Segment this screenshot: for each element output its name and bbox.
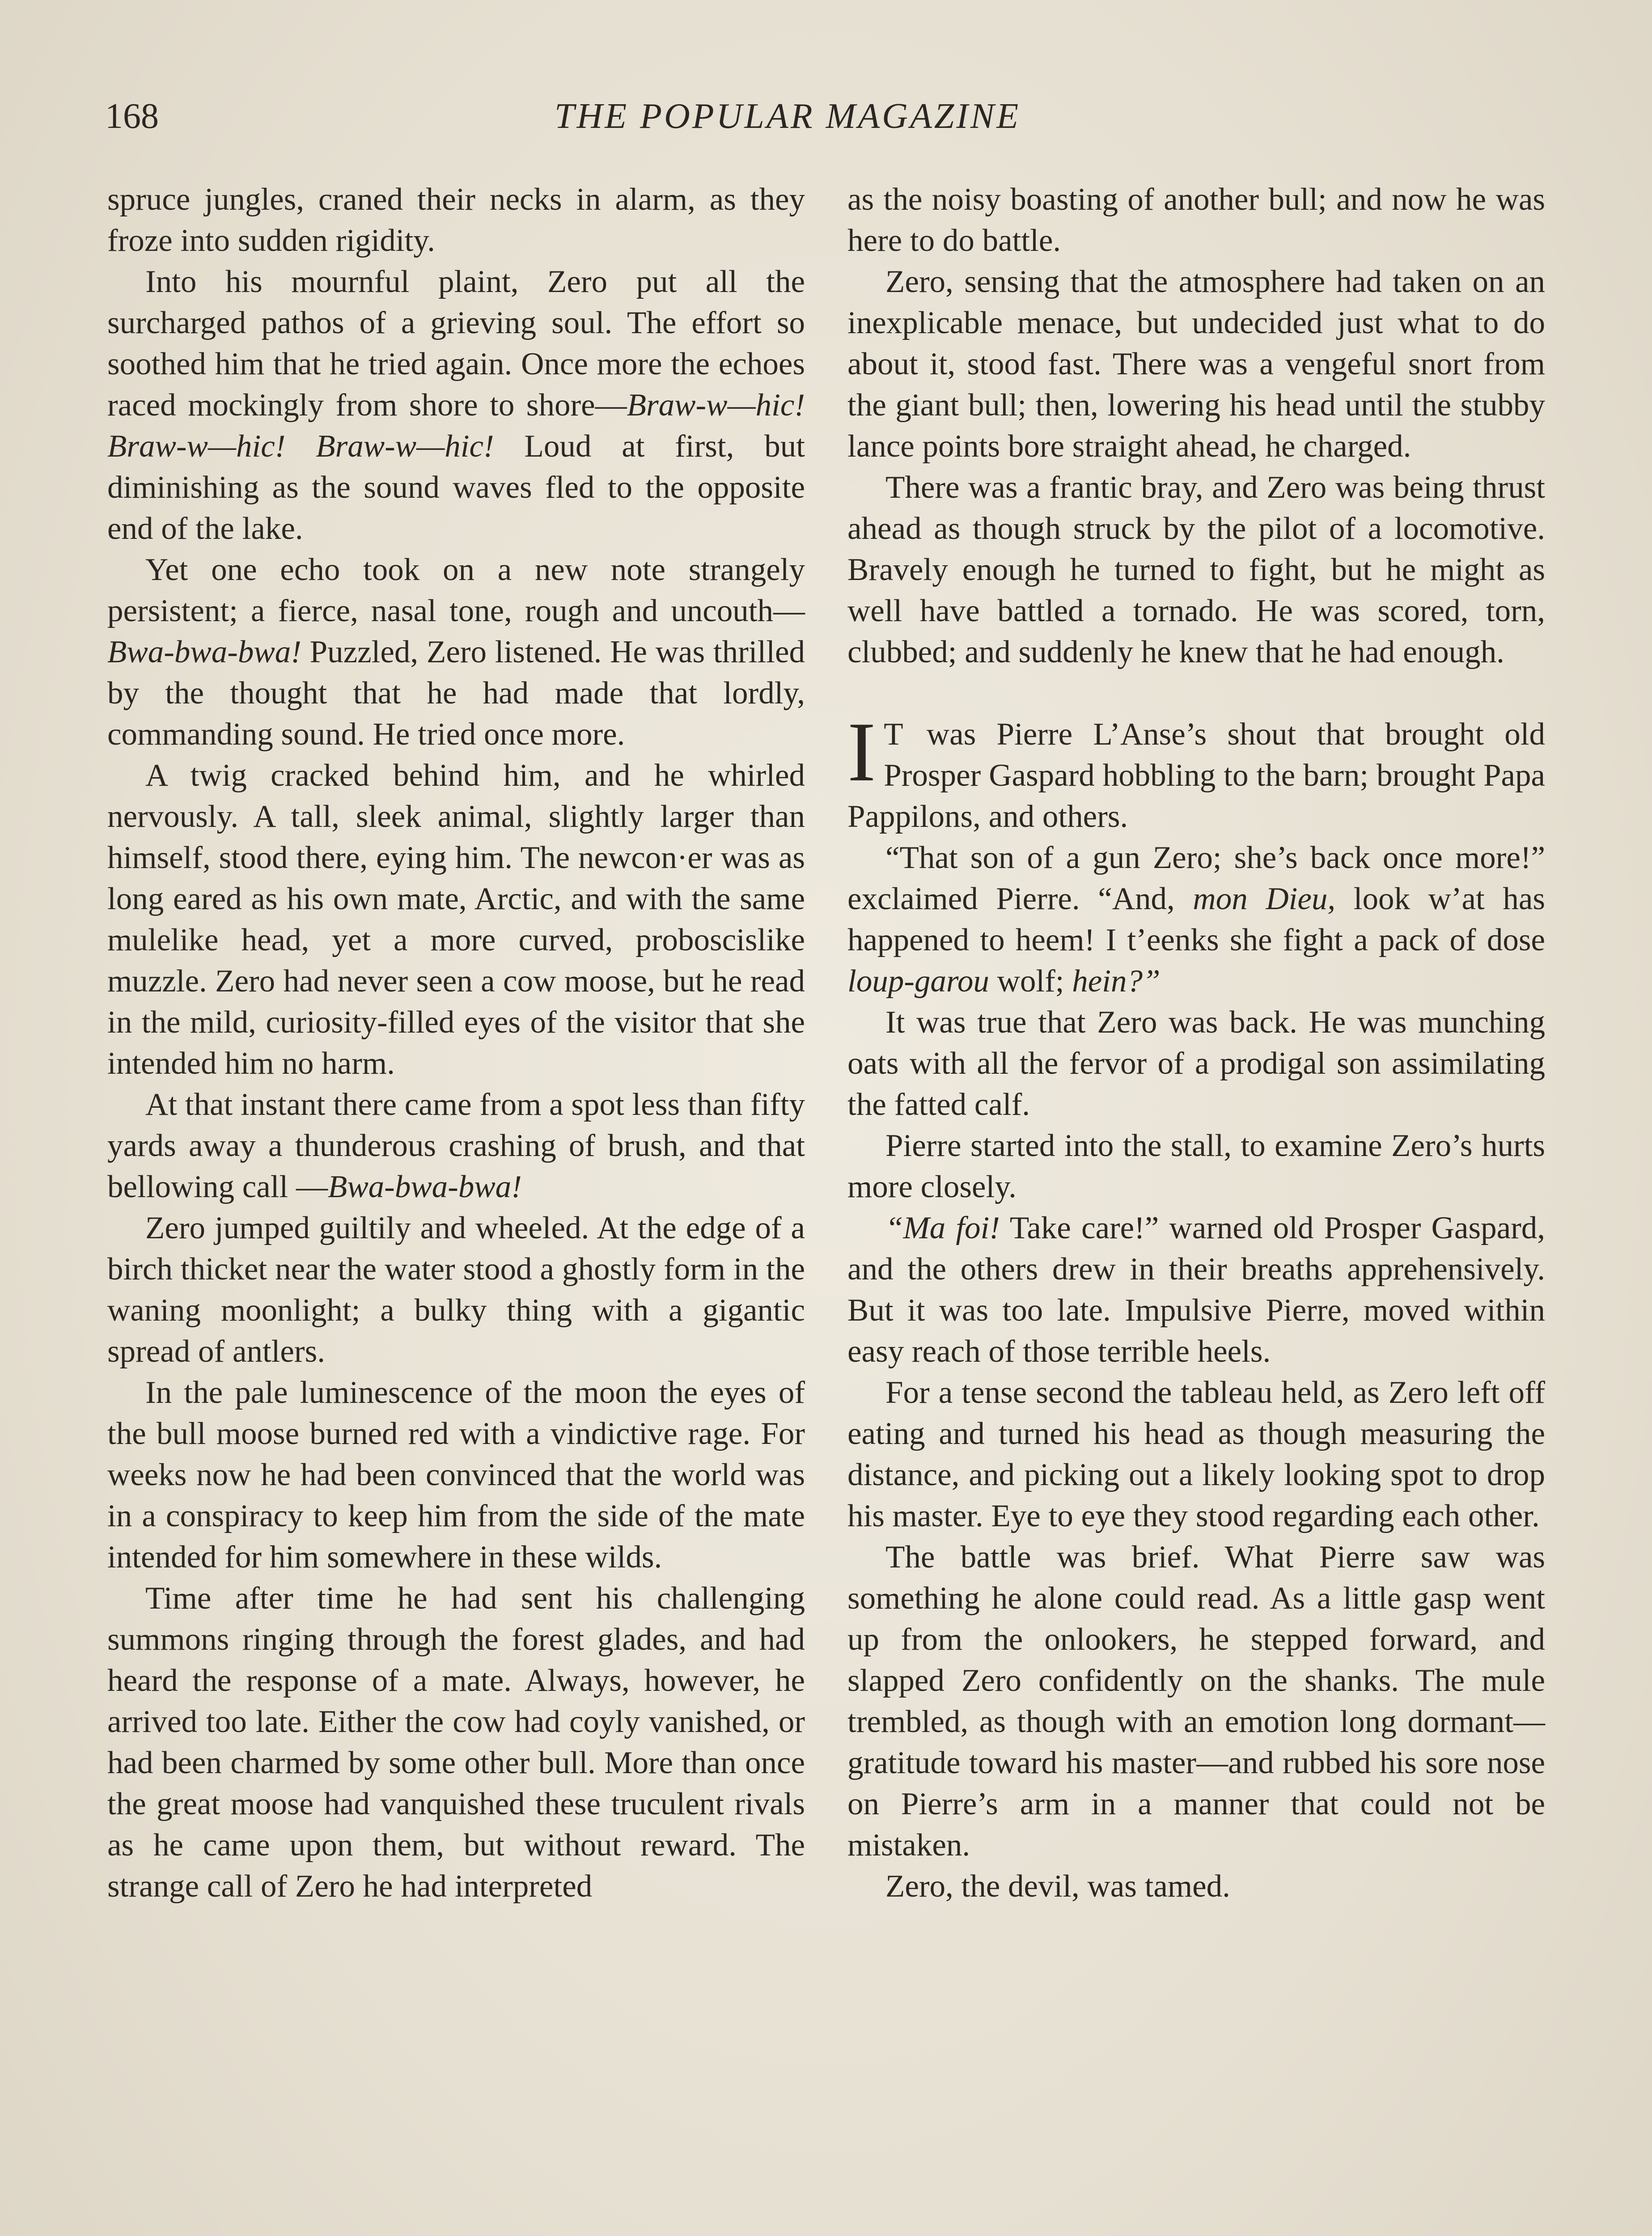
paragraph: There was a frantic bray, and Zero was being thrust ahead as though struck by the pilot of a locomotive. Bravely enough he turned to fight, but he might as well have battled a tornado. He was scored, torn, clubbed; and suddenly he knew that he had enough. bbox=[847, 470, 1545, 669]
page-number: 168 bbox=[105, 97, 159, 136]
paragraph: Time after time he had sent his challenging summons ringing through the forest glades, and had heard the response of a mate. Always, however, he arrived too late. Either the cow had coyly vanished, or had been charmed by some other bull. More than once the great moose had vanquished these truculent rivals as he came upon them, but without reward. The strange call of Zero he had interpreted bbox=[107, 1581, 805, 1904]
right-column bbox=[847, 179, 1545, 1907]
call-text: Bwa-bwa-bwa! bbox=[327, 1169, 522, 1204]
paragraph: Zero, the devil, was tamed. bbox=[885, 1869, 1230, 1904]
paragraph: In the pale luminescence of the moon the eyes of the bull moose burned red with a vindictive rage. For weeks now he had been convinced that the world was in a conspiracy to keep him from the side of the mate intended for him somewhere in these wilds. bbox=[107, 1375, 805, 1575]
call-text: Bwa-bwa-bwa! bbox=[107, 635, 301, 669]
paragraph: The battle was brief. What Pierre saw was something he alone could read. As a little gasp went up from the onlookers, he stepped forward, and slapped Zero confidently on the shanks. The mule trembled, as though with an emotion long dormant—gratitude toward his master—and rubbed his sore nose on Pierre’s arm in a manner that could not be mistaken. bbox=[847, 1540, 1545, 1863]
paragraph: For a tense second the tableau held, as Zero left off eating and turned his head as though measuring the distance, and picking out a likely looking spot to drop his master. Eye to eye they stood regarding each other. bbox=[847, 1375, 1545, 1533]
paragraph: Pierre started into the stall, to examine Zero’s hurts more closely. bbox=[847, 1128, 1545, 1204]
paragraph: “Ma foi! Take care!” warned old Prosper Gaspard, and the others drew in their breaths apprehensively. But it was too late. Impulsive Pierre, moved within easy reach of those terrible heels. bbox=[847, 1211, 1545, 1369]
paragraph: “That son of a gun Zero; she’s back once more!” exclaimed Pierre. “And, mon Dieu, look w’at has happened to heem! I t’eenks she fight a pack of dose loup-garou wolf; hein?” bbox=[847, 840, 1545, 999]
left-column bbox=[107, 179, 805, 1907]
paragraph: Zero jumped guiltily and wheeled. At the edge of a birch thicket near the water stood a ghostly form in the waning moonlight; a bulky thing with a gigantic spread of antlers. bbox=[107, 1211, 805, 1369]
paragraph: spruce jungles, craned their necks in alarm, as they froze into sudden rigidity. bbox=[107, 182, 805, 258]
paragraph: A twig cracked behind him, and he whirled nervously. A tall, sleek animal, slightly larger than himself, stood there, eying him. The newcon·er was as long eared as his own mate, Arctic, and with the same mulelike head, yet a more curved, proboscislike muzzle. Zero had never seen a cow moose, but he read in the mild, curiosity-filled eyes of the visitor that she intended him no harm. bbox=[107, 758, 805, 1081]
paragraph: Yet one echo took on a new note strangely persistent; a fierce, nasal tone, rough and uncouth—Bwa-bwa-bwa! Puzzled, Zero listened. He was thrilled by the thought that he had made that lordly, commanding sound. He tried once more. bbox=[107, 552, 805, 752]
section-opening-paragraph: I T was Pierre L’Anse’s shout that brought old Prosper Gaspard hobbling to the barn; brought Papa Pappilons, and others. bbox=[847, 705, 1545, 834]
paragraph: Zero, sensing that the atmosphere had taken on an inexplicable menace, but undecided just what to do about it, stood fast. There was a vengeful snort from the giant bull; then, lowering his head until the stubby lance points bore straight ahead, he charged. bbox=[847, 264, 1545, 464]
paragraph: At that instant there came from a spot less than fifty yards away a thunderous crashing of brush, and that bellowing call —Bwa-bwa-bwa! bbox=[107, 1087, 805, 1204]
drop-cap: I bbox=[847, 705, 876, 799]
paragraph: Into his mournful plaint, Zero put all the surcharged pathos of a grieving soul. The effort so soothed him that he tried again. Once more the echoes raced mockingly from shore to shore—Braw-w—hic! Braw-w—hic! Braw-w—hic! Loud at first, but diminishing as the sound waves fled to the opposite end of the lake. bbox=[107, 264, 805, 546]
paragraph: It was true that Zero was back. He was munching oats with all the fervor of a prodigal son assimilating the fatted calf. bbox=[847, 1005, 1545, 1122]
echo-text: Braw-w—hic! Braw-w—hic! Braw-w—hic! bbox=[107, 388, 805, 464]
running-head: THE POPULAR MAGAZINE bbox=[555, 97, 1021, 136]
paragraph: as the noisy boasting of another bull; and now he was here to do battle. bbox=[847, 182, 1545, 258]
